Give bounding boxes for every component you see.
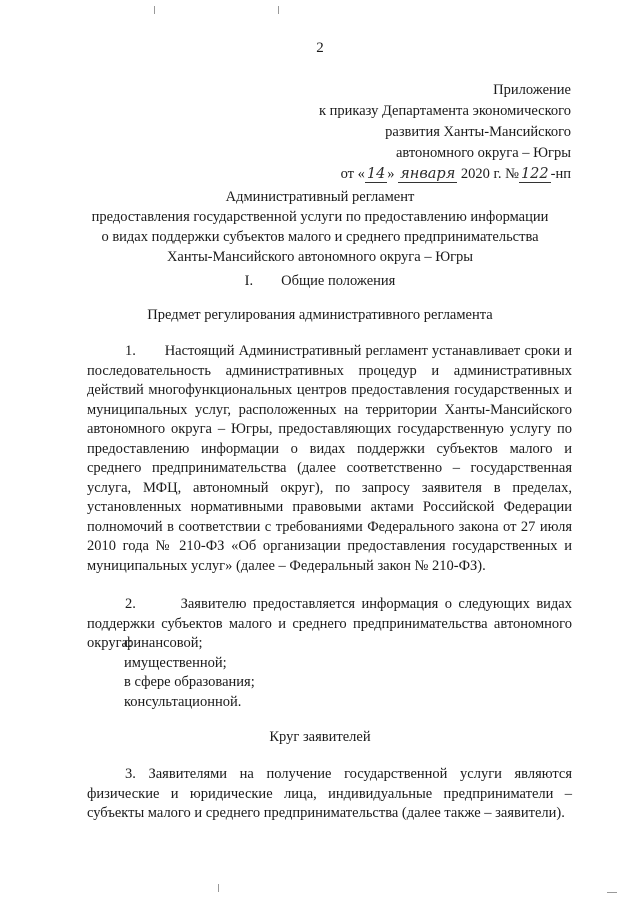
paragraph-1: 1. Настоящий Административный регламент устанавливает сроки и последовательность административных процедур и административных действий многофункциональных центров предоставления государственных и муниципальных услуг, расположенных на территории Ханты-Мансийского автономного округа – Югры, предоставляющих государственную услугу по предоставлению информации о видах поддержки субъектов малого и среднего предпринимательства (далее соответственно – государственная услуга, МФЦ, автономный округ), по запросу заявителя в пределах, установленных нормативными правовыми актами Российской Федерации полномочий в соответствии с требованиями Федерального закона от 27 июля 2010 года № 210-ФЗ «Об организации предоставления государственных и муниципальных услуг» (далее – Федеральный закон № 210-ФЗ).	[87, 343, 572, 574]
section-heading	[0, 273, 640, 290]
title-line-1: Административный регламент	[225, 189, 415, 205]
document-title	[0, 187, 640, 267]
scan-mark	[154, 6, 155, 14]
subheading-regulation-subject: Предмет регулирования административного регламента	[147, 307, 493, 323]
handwritten-month: января	[400, 166, 456, 182]
appendix-label: Приложение	[493, 82, 571, 98]
title-line-2: предоставления государственной услуги по предоставлению информации	[91, 209, 549, 225]
appendix-department-line: развития Ханты-Мансийского	[385, 124, 571, 140]
scan-mark	[218, 884, 219, 892]
title-line-4: Ханты-Мансийского автономного округа – Югры	[166, 249, 474, 265]
section-number: I.	[244, 273, 254, 289]
appendix-header	[319, 80, 571, 185]
handwritten-number: 122	[520, 166, 549, 182]
list-item: в сфере образования;	[124, 674, 255, 690]
appendix-date-line	[319, 164, 571, 185]
title-line-3: о видах поддержки субъектов малого и среднего предпринимательства	[101, 229, 539, 245]
list-item: консультационной.	[124, 694, 242, 710]
number-suffix: -нп	[550, 166, 571, 182]
list-item: финансовой;	[124, 635, 203, 651]
section-title: Общие положения	[281, 273, 396, 289]
date-day-suffix: »	[387, 166, 395, 182]
handwritten-day: 14	[366, 166, 386, 182]
appendix-order-line: к приказу Департамента экономического	[318, 103, 571, 119]
list-item: имущественной;	[124, 655, 227, 671]
date-year: 2020 г. №	[460, 166, 519, 182]
scan-mark	[607, 892, 617, 893]
page-number: 2	[316, 40, 324, 56]
paragraph-3: 3. Заявителями на получение государственной услуги являются физические и юридические лица, индивидуальные предприниматели – субъекты малого и среднего предпринимательства (далее также – заявители).	[87, 766, 572, 821]
paragraph-2: 2. Заявителю предоставляется информация о следующих видах поддержки субъектов малого и среднего предпринимательства автономного округа:	[87, 596, 572, 651]
date-prefix: от «	[340, 166, 365, 182]
scan-mark	[278, 6, 279, 14]
subheading-applicants: Круг заявителей	[269, 729, 371, 745]
appendix-region-line: автономного округа – Югры	[395, 145, 571, 161]
